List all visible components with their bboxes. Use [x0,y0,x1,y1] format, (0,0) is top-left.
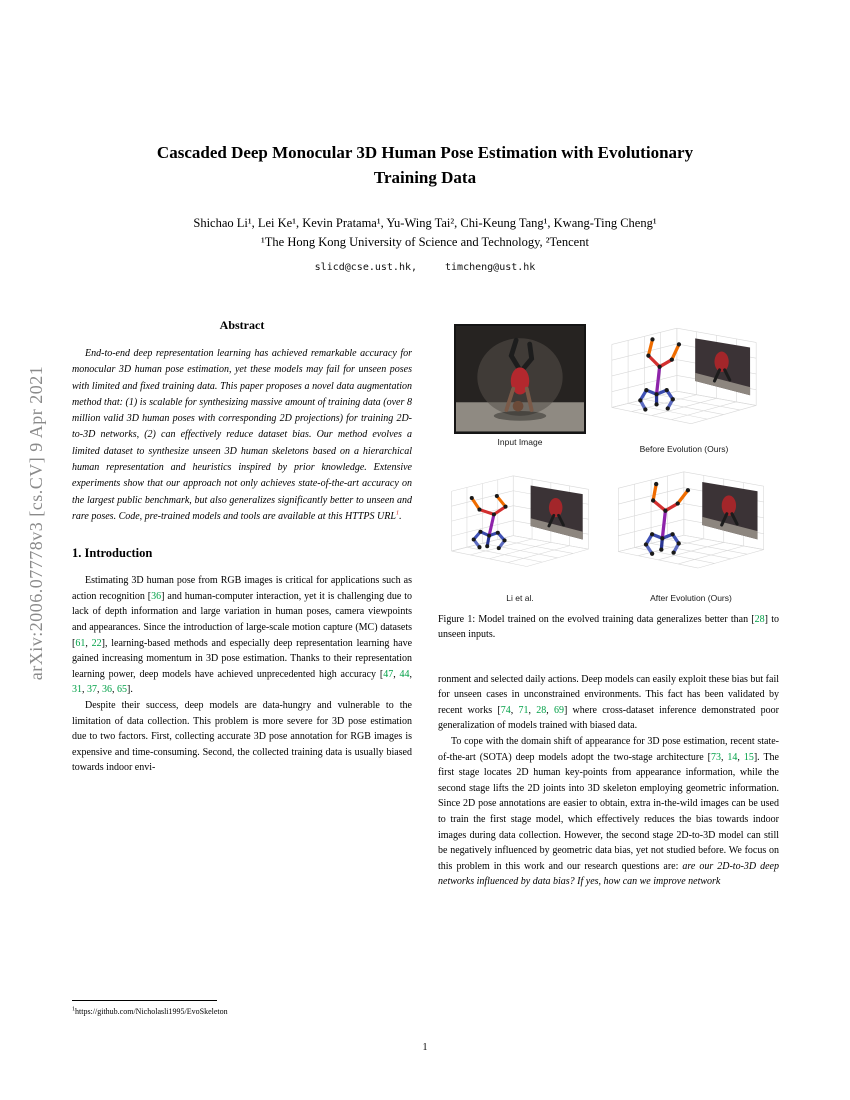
text-run: End-to-end deep representation learning has achieved remarkable accuracy for monocular 3D human pose estimation, yet these models may fail for unseen poses with limited and fixed training data. This paper proposes a novel data augmentation method that: (1) is scalable for synthesizing massive amount of training data (over 8 million valid 3D human poses with corresponding 2D projections) for training 2D-to-3D networks, (2) can effectively reduce dataset bias. Our method evolves a limited dataset to synthesize unseen 3D human skeletons based on a hierarchical human representation and heuristics inspired by prior knowledge. Extensive experiments show that our approach not only achieves state-of-the-art accuracy on the largest public benchmark, but also generalizes significantly better to unseen and rare poses. Code, pre-trained models and tools are available at this HTTPS URL [72,348,412,522]
text-run: Despite their success, deep models are data-hungry and vulnerable to the limitation of data collection. This problem is more severe for 3D pose estimation due to two factors. First, collecting accurate 3D pose annotation for RGB images is expensive and time-consuming. Second, the collected training data is usually biased towards indoor envi- [72,700,412,774]
citation-link[interactable]: 36 [151,590,162,602]
text-run: ] where cross-dataset inference demonstrated poor generalization of models trained with biased data. [438,704,779,732]
citation-link[interactable]: 15 [743,751,754,763]
footnote-url[interactable]: https://github.com/Nicholasli1995/EvoSkeleton [75,1006,228,1016]
paper-title: Cascaded Deep Monocular 3D Human Pose Estimation with Evolutionary Training Data [156,143,694,187]
text-run: , [737,751,744,763]
email-line [75,262,775,273]
text-run: , [546,704,554,716]
citation-link[interactable]: 37 [87,684,97,696]
citation-link[interactable]: 73 [710,751,721,763]
3d-pose-plot-after [604,458,778,590]
citation-link[interactable]: 74 [500,704,511,716]
citation-link[interactable]: 31 [72,684,82,696]
citation-link[interactable]: 28 [754,614,765,625]
figure-1 [438,318,779,606]
text-run: ]. [127,684,133,696]
text-run: , [393,668,400,680]
citation-link[interactable]: 47 [383,668,394,680]
citation-link[interactable]: 71 [518,704,529,716]
email-right: timcheng@ust.hk [445,262,536,273]
text-run: , [112,684,117,696]
abstract-heading: Abstract [219,318,265,332]
3d-pose-plot-before [590,318,778,442]
figure-li-et-al-plot [438,460,602,590]
input-photo-illustration [456,326,584,432]
figure-label-li-et-al: Li et al. [506,593,534,603]
text-run: , [528,704,537,716]
arxiv-watermark: arXiv:2006.07778v3 [cs.CV] 9 Apr 2021 [26,365,46,681]
citation-link[interactable]: 69 [553,704,564,716]
figure-label-after-evolution: After Evolution (Ours) [650,593,732,603]
citation-link[interactable]: 65 [117,684,127,696]
text-run: ], learning-based methods and especially deep representation learning have gained increasing momentum in 3D pose estimation. Thanks to their representation learning power, deep models have achieved unprecedented high accuracy [ [72,637,413,680]
intro-paragraph-2 [72,698,412,776]
text-run: , [409,668,412,680]
text-run: , [510,704,519,716]
text-run: , [97,684,102,696]
right-paragraph-2 [438,734,779,890]
text-run: ronment and selected daily actions. Deep models can easily exploit these bias but fail for unseen cases in unconstrained environments. This fact has been validated by recent works [ [438,673,780,716]
figure-after-evolution-plot [604,458,778,590]
citation-link[interactable]: 36 [102,684,112,696]
text-run: . [399,510,402,522]
3d-pose-plot-li [438,460,602,590]
footnote-marker: 1 [72,1006,75,1012]
affiliation-line: ¹The Hong Kong University of Science and Technology, ²Tencent [261,235,589,249]
right-paragraph-1 [438,672,779,734]
citation-link[interactable]: 61 [75,637,86,649]
footnote [72,1000,412,1017]
text-run: ] to unseen inputs. [438,614,780,640]
citation-link[interactable]: 44 [399,668,410,680]
text-run: , [82,684,87,696]
figure-1-caption [438,613,779,643]
figure-label-before-evolution: Before Evolution (Ours) [639,444,729,454]
author-list: Shichao Li¹, Lei Ke¹, Kevin Pratama¹, Yu-Wing Tai², Chi-Keung Tang¹, Kwang-Ting Cheng¹ [193,216,657,230]
figure-input-image [454,324,586,434]
citation-link[interactable]: 22 [91,637,102,649]
footnote-rule [72,1000,217,1001]
citation-link[interactable]: 14 [727,751,738,763]
text-run: , [720,751,728,763]
text-run: Figure 1: Model trained on the evolved training data generalizes better than [ [438,614,755,625]
text-run: Estimating 3D human pose from RGB images is critical for applications such as action recognition [ [72,575,412,602]
text-run: ]. The first stage locates 2D human key-points from appearance information, while the second stage lifts the 2D joints into 3D skeleton employing geometric information. Since 2D pose annotations are easier to obtain, extra in-the-wild images can be used to train the first stage model, which effectively reduces the bias towards indoor images during data collection. However, the second stage 2D-to-3D model can still be negatively influenced by geometric data bias, yet not studied before. We focus on this problem in this work and our research questions are: [438,751,779,872]
citation-link[interactable]: 28 [536,704,547,716]
text-run: , [85,637,92,649]
page-number: 1 [422,1042,428,1053]
abstract-text [72,346,412,525]
figure-label-input-image: Input Image [497,437,543,447]
left-column [72,318,412,776]
emphasized-text: are our 2D-to-3D deep networks influenced by data bias? If yes, how can we improve network [438,860,779,888]
figure-before-evolution-plot [590,318,778,442]
text-run: To cope with the domain shift of appearance for 3D pose estimation, recent state-of-the-art (SOTA) deep models adopt the two-stage architecture [ [438,735,779,763]
right-column [438,318,779,890]
text-run: ] and human-computer interaction, yet it is challenging due to lack of depth information and large variation in human poses, camera viewpoints and appearances. Since the introduction of large-scale motion capture (MC) datasets [ [72,590,412,649]
section-heading-introduction: 1. Introduction [72,546,153,561]
email-left: slicd@cse.ust.hk, [314,262,418,273]
footnote-link[interactable]: 1 [395,509,400,517]
intro-paragraph-1 [72,573,412,698]
